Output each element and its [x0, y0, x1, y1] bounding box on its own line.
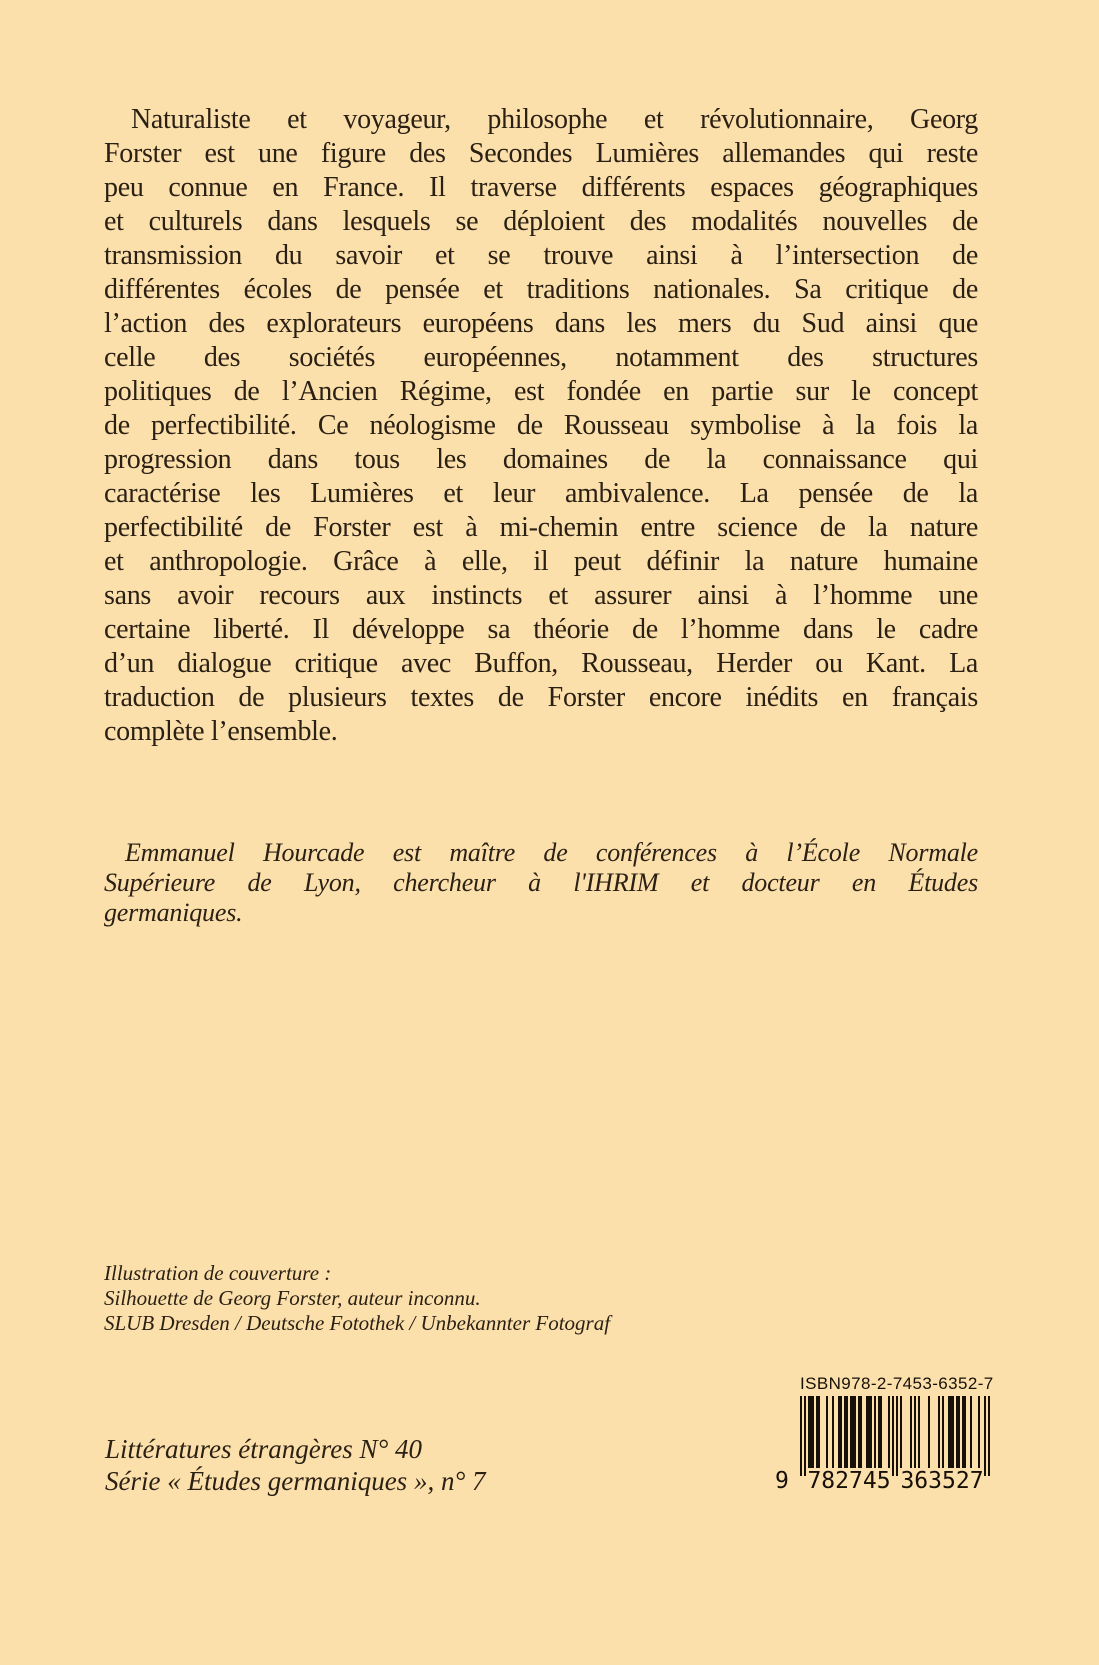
barcode-bars-icon — [800, 1396, 990, 1476]
blurb-line: Naturaliste et voyageur, philosophe et révolutionnaire, Georg — [131, 104, 978, 135]
cover-credit-line: Silhouette de Georg Forster, auteur inconnu. — [104, 1286, 481, 1310]
cover-credit — [104, 1261, 824, 1336]
barcode-digit-lead: 9 — [775, 1468, 789, 1494]
author-bio-line: germaniques. — [104, 898, 243, 927]
blurb-line: et culturels dans lesquels se déploient des modalités nouvelles de — [104, 206, 978, 237]
blurb-paragraph — [104, 103, 978, 749]
blurb-line: celle des sociétés européennes, notamment des structures — [104, 342, 978, 373]
cover-credit-line: SLUB Dresden / Deutsche Fotothek / Unbekannter Fotograf — [104, 1311, 611, 1335]
blurb-line: complète l’ensemble. — [104, 716, 338, 747]
author-bio-line: Supérieure de Lyon, chercheur à l'IHRIM et docteur en Études — [104, 868, 978, 897]
blurb-line: traduction de plusieurs textes de Forster encore inédits en français — [104, 682, 978, 713]
blurb-line: l’action des explorateurs européens dans les mers du Sud ainsi que — [104, 308, 978, 339]
blurb-line: transmission du savoir et se trouve ainsi à l’intersection de — [104, 240, 978, 271]
blurb-line: et anthropologie. Grâce à elle, il peut définir la nature humaine — [104, 546, 978, 577]
author-bio — [104, 838, 978, 928]
blurb-line: politiques de l’Ancien Régime, est fondée en partie sur le concept — [104, 376, 978, 407]
blurb-line: progression dans tous les domaines de la connaissance qui — [104, 444, 978, 475]
author-bio-line: Emmanuel Hourcade est maître de conférences à l’École Normale — [125, 838, 978, 867]
blurb-line: sans avoir recours aux instincts et assurer ainsi à l’homme une — [104, 580, 978, 611]
blurb-line: de perfectibilité. Ce néologisme de Rousseau symbolise à la fois la — [104, 410, 978, 441]
barcode-digits — [770, 1468, 1000, 1496]
blurb-line: Forster est une figure des Secondes Lumières allemandes qui reste — [104, 138, 978, 169]
blurb-line: certaine liberté. Il développe sa théorie de l’homme dans le cadre — [104, 614, 978, 645]
collection-line: Littératures étrangères N° 40 — [105, 1434, 423, 1464]
isbn-barcode — [770, 1374, 1000, 1498]
blurb-line: caractérise les Lumières et leur ambivalence. La pensée de la — [104, 478, 978, 509]
blurb-line: peu connue en France. Il traverse différents espaces géographiques — [104, 172, 978, 203]
blurb-line: d’un dialogue critique avec Buffon, Rousseau, Herder ou Kant. La — [104, 648, 978, 679]
barcode-digits-group2: 363527 — [900, 1468, 984, 1494]
barcode-digits-group1: 782745 — [807, 1468, 891, 1494]
collection-info — [105, 1433, 725, 1497]
collection-line: Série « Études germaniques », n° 7 — [105, 1466, 486, 1496]
blurb-line: perfectibilité de Forster est à mi-chemin entre science de la nature — [104, 512, 978, 543]
isbn-label: ISBN — [800, 1374, 842, 1393]
blurb-line: différentes écoles de pensée et traditions nationales. Sa critique de — [104, 274, 978, 305]
cover-credit-line: Illustration de couverture : — [104, 1261, 332, 1285]
isbn-number: 978-2-7453-6352-7 — [841, 1374, 994, 1393]
isbn-row — [800, 1374, 992, 1394]
